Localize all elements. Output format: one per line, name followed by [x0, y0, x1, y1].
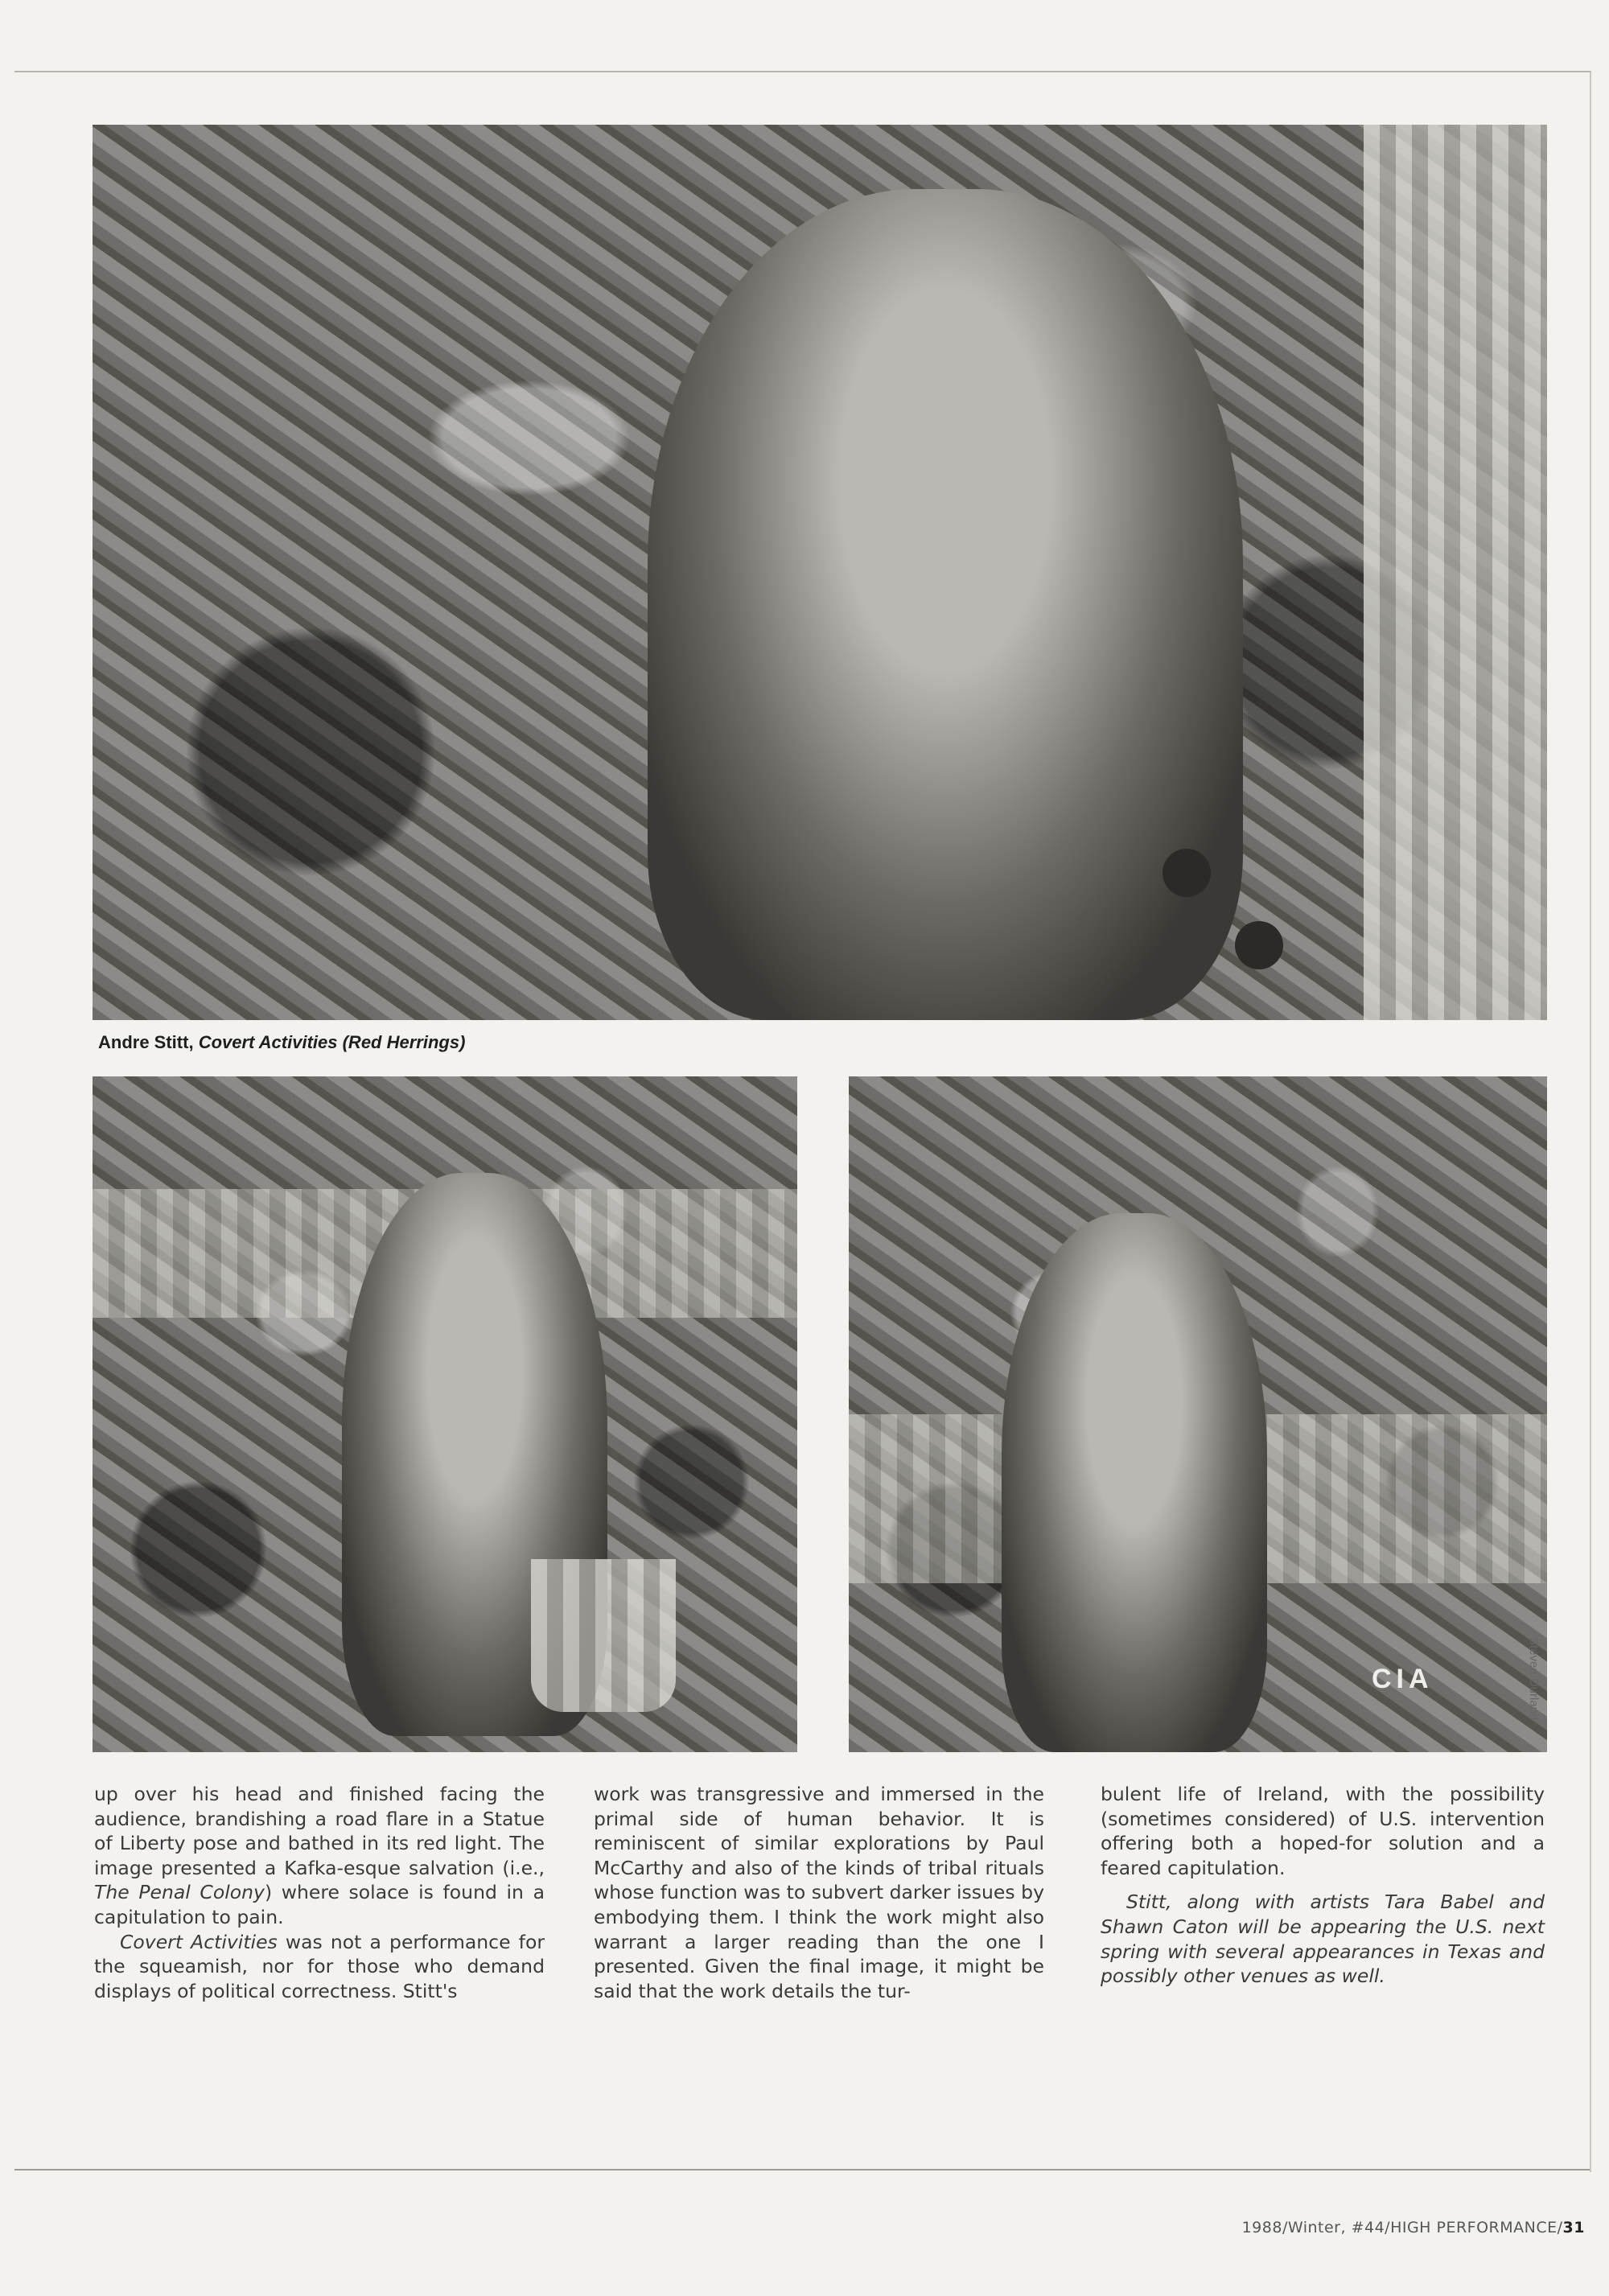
top-photo — [93, 125, 1547, 1020]
bucket — [531, 1559, 676, 1712]
page-folio — [1242, 2219, 1585, 2236]
folio-text: 1988/Winter, #44/HIGH PERFORMANCE/ — [1241, 2219, 1563, 2236]
background-panel — [1364, 125, 1547, 1020]
photo-credit: Steven Durland — [1527, 1637, 1541, 1721]
footer-rule — [14, 2169, 1590, 2171]
photo-caption — [98, 1032, 465, 1053]
page-number: 31 — [1562, 2219, 1585, 2236]
bottom-right-photo — [849, 1076, 1547, 1752]
text-column-1 — [94, 1782, 545, 2003]
caption-title: Covert Activities (Red Herrings) — [198, 1032, 466, 1052]
text-column-3 — [1101, 1782, 1545, 1989]
background-dot — [1163, 849, 1211, 897]
bottom-left-photo — [93, 1076, 797, 1752]
background-dot — [1235, 921, 1283, 969]
text-column-2 — [594, 1782, 1044, 2003]
cia-sign: CIA — [1372, 1664, 1434, 1694]
column-paragraph: up over his head and finished facing the audience, brandishing a road flare in a Statue of Liberty pose and bathed in its red light. The image presented a Kafka-esque salvation (i.e., The Penal Colony) where solace is found in a capitulation to pain. — [94, 1783, 545, 1928]
standing-performer — [1002, 1213, 1267, 1752]
performer-figure — [648, 189, 1243, 1020]
column-paragraph: bulent life of Ireland, with the possibility (sometimes considered) of U.S. intervention offering both a hoped-for solution and a feared capitulation. — [1101, 1783, 1545, 1879]
column-paragraph: Stitt, along with artists Tara Babel and Shawn Caton will be appearing the U.S. next spring with several appearances in Texas and possibly other venues as well. — [1101, 1891, 1545, 1988]
column-paragraph: work was transgressive and immersed in the primal side of human behavior. It is reminiscent of similar explorations by Paul McCarthy and also of the kinds of tribal rituals whose function was to subvert darker issues by embodying them. I think the work might also warrant a larger reading than the one I presented. Given the final image, it might be said that the work details the tur- — [594, 1783, 1044, 2002]
caption-artist: Andre Stitt, — [98, 1032, 194, 1052]
column-paragraph: Covert Activities was not a performance for the squeamish, nor for those who demand displays of political correctness. Stitt's — [94, 1930, 545, 2002]
